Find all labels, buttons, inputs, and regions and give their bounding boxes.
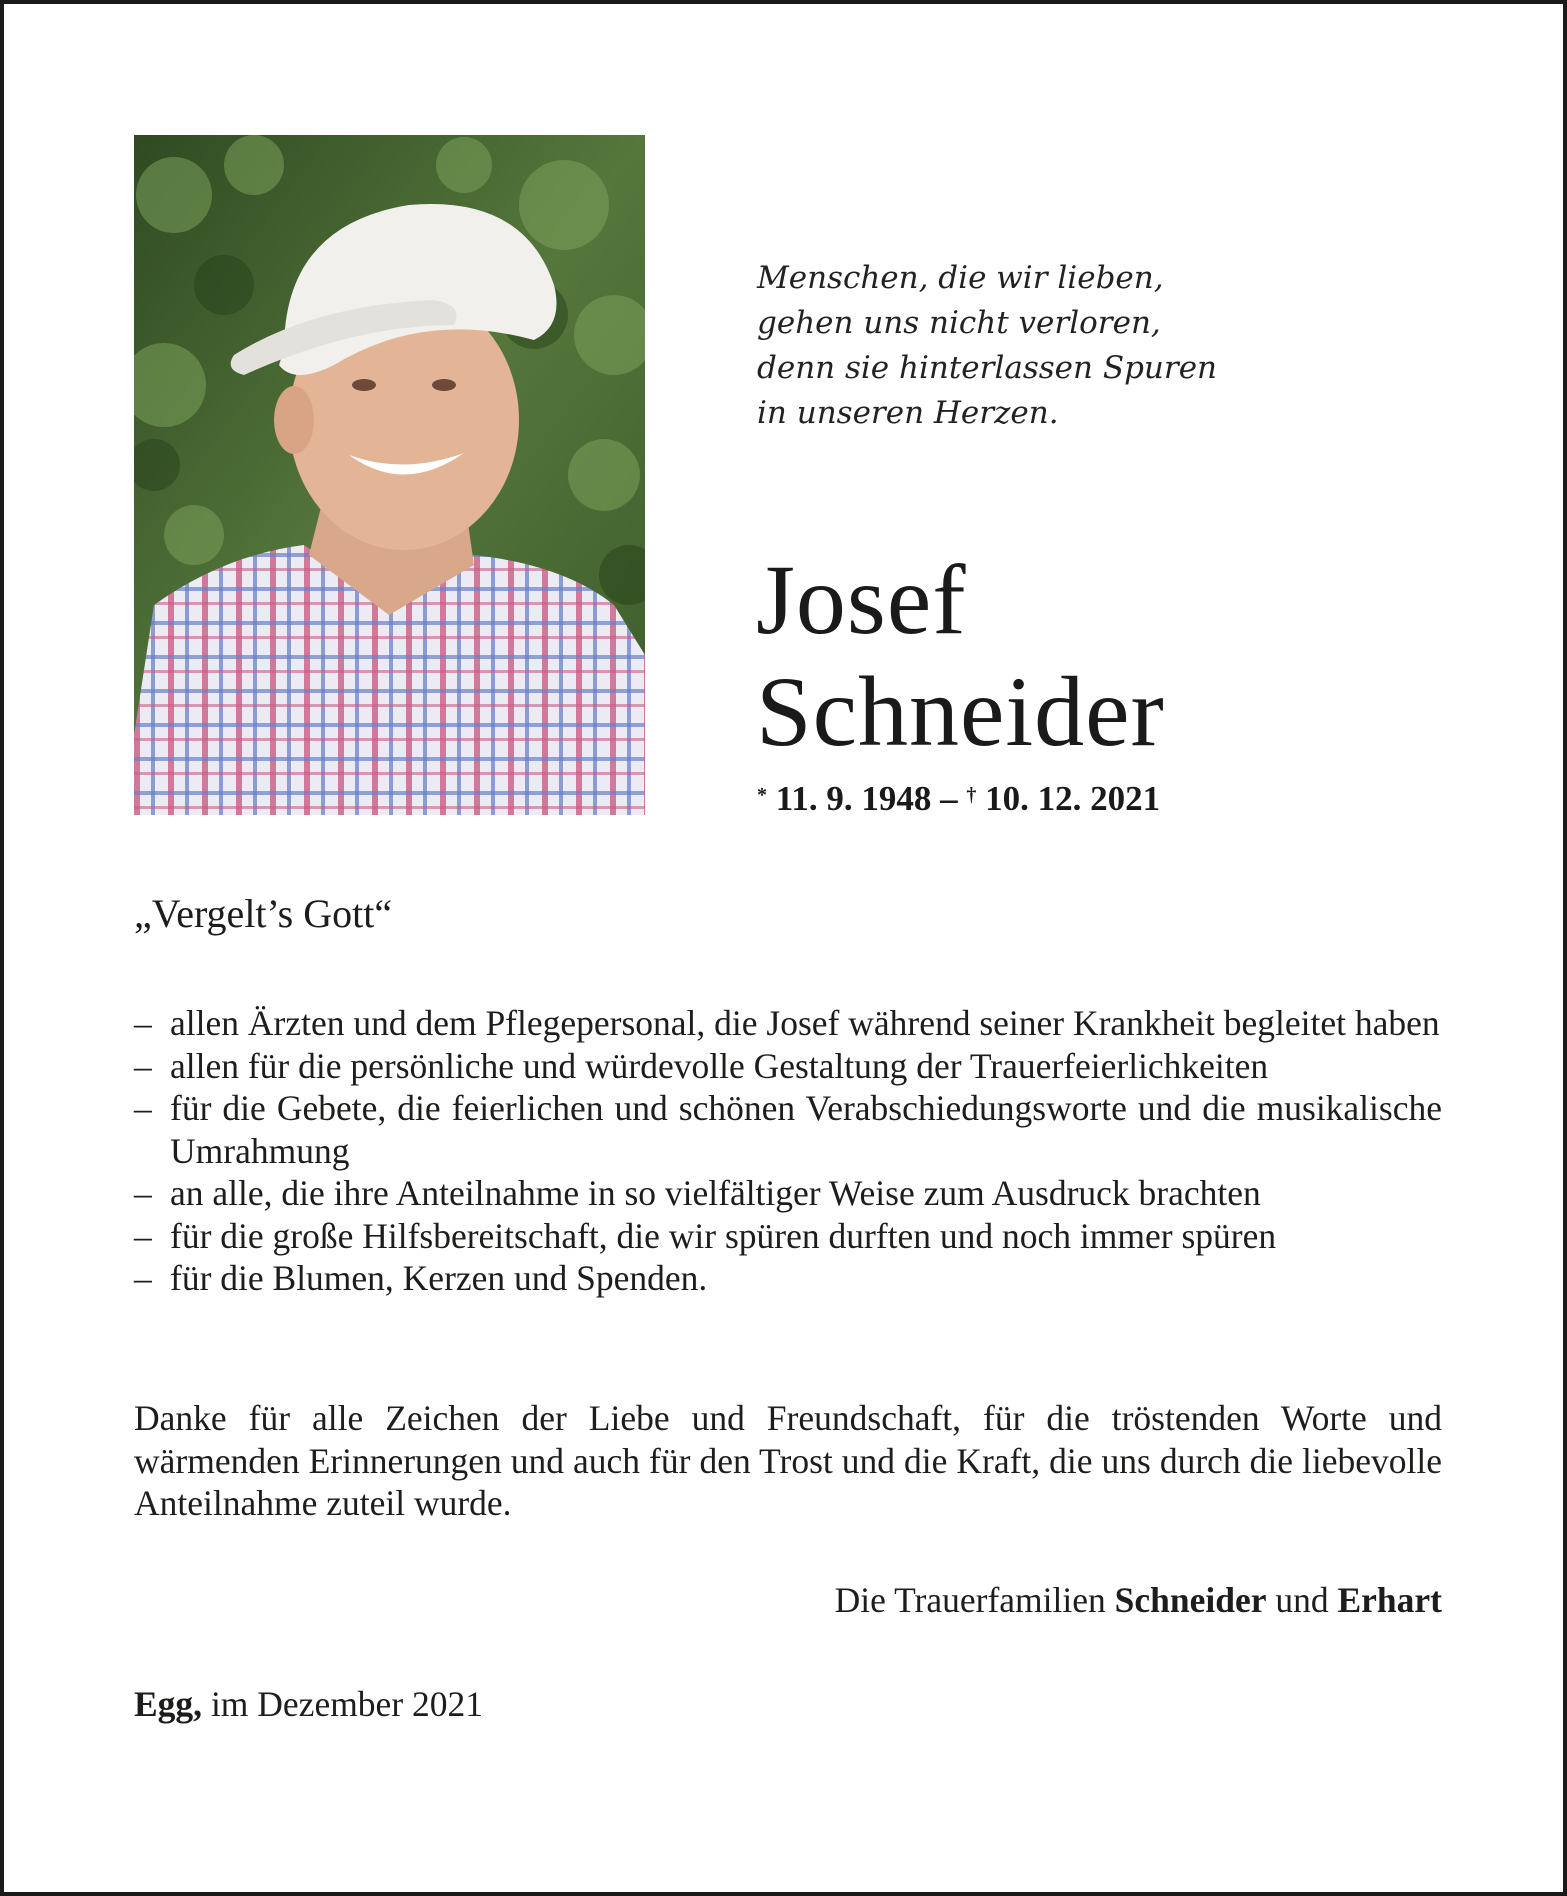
list-item-text: für die Blumen, Kerzen und Spenden.: [170, 1258, 708, 1298]
list-item: [134, 1087, 1442, 1172]
list-item-text: an alle, die ihre Anteilnahme in so vielfältiger Weise zum Ausdruck brachten: [170, 1173, 1261, 1213]
list-item: [134, 1257, 1442, 1300]
life-dates: [757, 779, 1160, 819]
motto-line: gehen uns nicht verloren,: [757, 305, 1161, 341]
signature-prefix: Die Trauerfamilien: [834, 1580, 1106, 1620]
thanks-list: [134, 1002, 1442, 1300]
thanks-title: „Vergelt’s Gott“: [134, 891, 393, 936]
motto-line: denn sie hinterlassen Spuren: [757, 350, 1218, 386]
death-date: 10. 12. 2021: [985, 779, 1161, 818]
list-item: [134, 1045, 1442, 1088]
dash-bullet: –: [134, 1215, 152, 1256]
list-item-text: für die große Hilfsbereitschaft, die wir spüren durften und noch immer spüren: [170, 1215, 1277, 1256]
signature: [604, 1578, 1442, 1622]
portrait-photo: [134, 135, 645, 815]
deceased-name: [756, 544, 1165, 768]
list-item: [134, 1002, 1442, 1045]
dash-bullet: –: [134, 1258, 152, 1298]
signature-connector: und: [1275, 1580, 1329, 1620]
death-symbol: †: [966, 784, 977, 806]
place-town: Egg,: [134, 1684, 203, 1724]
list-item: [134, 1215, 1442, 1258]
portrait-illustration: [134, 135, 645, 815]
family-name-2: Erhart: [1337, 1580, 1442, 1620]
motto-line: in unseren Herzen.: [757, 395, 1059, 431]
motto-quote: [757, 256, 1377, 436]
list-item-text: für die Gebete, die feierlichen und schönen Verabschiedungsworte und die musikalische Umrahmung: [170, 1088, 1442, 1171]
list-item-text: allen Ärzten und dem Pflegepersonal, die Josef während seiner Krankheit begleitet haben: [170, 1003, 1440, 1043]
last-name: Schneider: [756, 656, 1165, 767]
place-date: im Dezember 2021: [210, 1684, 484, 1724]
dash-bullet: –: [134, 1173, 152, 1213]
list-item-text: allen für die persönliche und würdevolle Gestaltung der Trauerfeierlichkeiten: [170, 1045, 1269, 1086]
dash-bullet: –: [134, 1003, 152, 1043]
dash-bullet: –: [134, 1088, 152, 1128]
list-item: [134, 1172, 1442, 1215]
place-and-date: [134, 1682, 483, 1726]
dash-bullet: –: [134, 1045, 152, 1086]
motto-line: Menschen, die wir lieben,: [757, 260, 1164, 296]
birth-date: 11. 9. 1948: [775, 779, 932, 818]
birth-symbol: *: [757, 784, 767, 806]
date-separator: –: [940, 779, 958, 818]
first-name: Josef: [756, 544, 967, 655]
closing-paragraph: Danke für alle Zeichen der Liebe und Freundschaft, für die tröstenden Worte und wärmenden Erinnerungen und auch für den Trost und die Kraft, die uns durch die liebevolle Anteilnahme zuteil wurde.: [134, 1398, 1442, 1523]
family-name-1: Schneider: [1114, 1580, 1267, 1620]
